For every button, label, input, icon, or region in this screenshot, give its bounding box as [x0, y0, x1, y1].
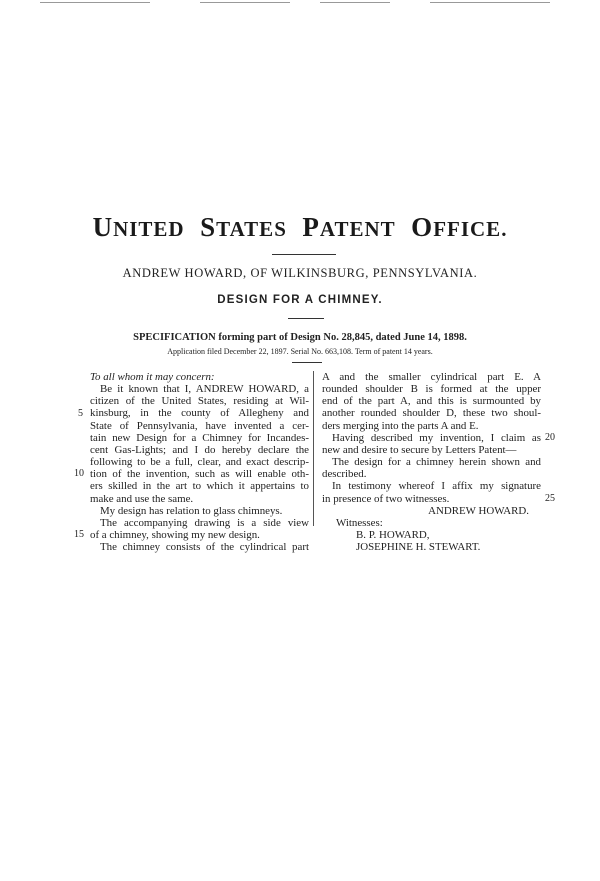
line: of a chimney, showing my new design. — [90, 529, 260, 542]
line: new and desire to secure by Letters Patent— — [322, 443, 517, 456]
office-word-3: PATENT — [302, 212, 396, 242]
spec-rule — [292, 362, 322, 363]
witness-name: B. P. HOWARD, — [356, 529, 430, 542]
line: Having described my invention, I claim as — [332, 431, 541, 444]
line: tain new Design for a Chimney for Incandes- — [90, 431, 309, 444]
line: Be it known that I, ANDREW HOWARD, a — [100, 383, 309, 396]
line: citizen of the United States, residing at Wil- — [90, 395, 309, 408]
line: ders merging into the parts A and E. — [322, 419, 479, 432]
line: tion of the invention, such as will enable oth- — [90, 468, 309, 481]
column-divider — [313, 371, 314, 526]
witness-name: JOSEPHINE H. STEWART. — [356, 541, 481, 554]
line: A and the smaller cylindrical part E. A — [322, 371, 541, 383]
office-word-4: OFFICE. — [411, 212, 508, 242]
title-rule — [288, 318, 324, 319]
right-column — [322, 371, 541, 553]
line: kinsburg, in the county of Allegheny and — [90, 407, 309, 420]
line-number: 15 — [74, 529, 84, 540]
line: cent Gas-Lights; and I do hereby declare the — [90, 443, 309, 456]
line: described. — [322, 468, 367, 481]
signature: ANDREW HOWARD. — [428, 504, 529, 517]
line: State of Pennsylvania, have invented a cer- — [90, 419, 309, 432]
office-word-2: STATES — [200, 212, 287, 242]
line: The accompanying drawing is a side view — [100, 516, 309, 529]
line-number: 25 — [545, 493, 555, 504]
salutation: To all whom it may concern: — [90, 371, 215, 383]
specification-line: SPECIFICATION forming part of Design No. 28,845, dated June 14, 1898. — [133, 332, 467, 343]
witnesses-label: Witnesses: — [336, 516, 383, 529]
line: end of the part A, and this is surmounted by — [322, 395, 541, 408]
office-word-1: UNITED — [92, 212, 185, 242]
design-title: DESIGN FOR A CHIMNEY. — [217, 294, 383, 306]
line: The chimney consists of the cylindrical part — [100, 541, 309, 554]
line-number: 5 — [78, 408, 83, 419]
line: make and use the same. — [90, 492, 194, 505]
line: following to be a full, clear, and exact descrip- — [90, 456, 309, 469]
office-rule — [272, 254, 336, 255]
line: In testimony whereof I affix my signature — [332, 480, 541, 493]
office-heading — [0, 212, 600, 243]
application-line: Application filed December 22, 1897. Serial No. 663,108. Term of patent 14 years. — [167, 347, 433, 356]
line-number: 20 — [545, 432, 555, 443]
line: My design has relation to glass chimneys. — [100, 504, 283, 517]
line: in presence of two witnesses. — [322, 492, 450, 505]
top-edge-marks — [0, 0, 600, 6]
author-line: ANDREW HOWARD, OF WILKINSBURG, PENNSYLVANIA. — [122, 266, 478, 280]
line-number: 10 — [74, 468, 84, 479]
left-column — [90, 371, 309, 553]
line: ers skilled in the art to which it appertains to — [90, 480, 309, 493]
line: rounded shoulder B is formed at the upper — [322, 383, 541, 396]
line: The design for a chimney herein shown and — [332, 456, 541, 469]
line: another rounded shoulder D, these two shoul- — [322, 407, 541, 420]
